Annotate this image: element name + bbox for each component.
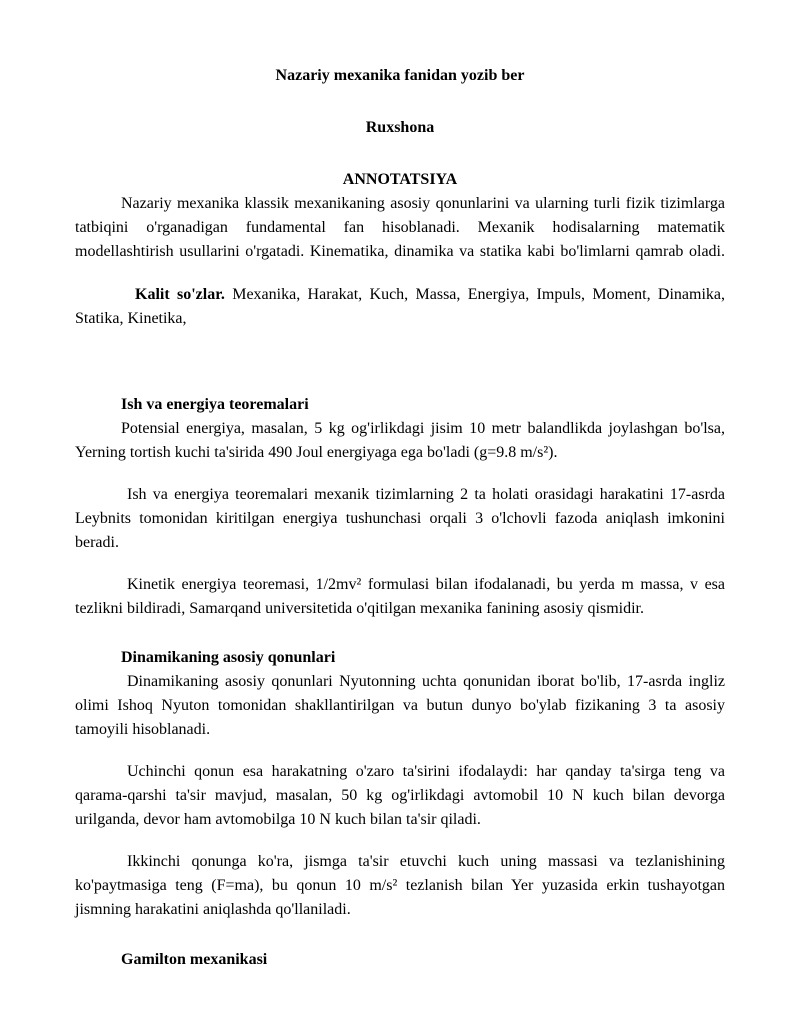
section-paragraph: Ish va energiya teoremalari mexanik tizimlarning 2 ta holati orasidagi harakatini 17-asrda Leybnits tomonidan kiritilgan energiya tushunchasi orqali 3 o'lchovli fazoda aniqlash imkonini beradi. [75, 486, 725, 551]
section-paragraph: Uchinchi qonun esa harakatning o'zaro ta'sirini ifodalaydi: har qanday ta'sirga teng va qarama-qarshi ta'sir mavjud, masalan, 50 kg og'irlikdagi avtomobil 10 N kuch bilan devorga urilganda, devor ham avtomobilga 10 N kuch bilan ta'sir qiladi. [75, 763, 725, 828]
section-heading-work-energy: Ish va energiya teoremalari [121, 396, 309, 413]
section-paragraph: Potensial energiya, masalan, 5 kg og'irlikdagi jisim 10 metr balandlikda joylashgan bo'lsa, Yerning tortish kuchi ta'sirida 490 Joul energiyaga ega bo'ladi (g=9.8 m/s²). [75, 420, 725, 461]
keywords-list: Mexanika, Harakat, Kuch, Massa, Energiya, Impuls, Moment, Dinamika, Statika, Kinetika, [75, 286, 726, 327]
keywords-label: Kalit so'zlar. [135, 286, 225, 303]
section-heading-dynamics: Dinamikaning asosiy qonunlari [121, 649, 336, 666]
document-title: Nazariy mexanika fanidan yozib ber [275, 67, 525, 84]
keywords-paragraph [75, 283, 725, 331]
section-paragraph: Dinamikaning asosiy qonunlari Nyutonning uchta qonunidan iborat bo'lib, 17-asrda ingliz olimi Ishoq Nyuton tomonidan shakllantirilgan va butun dunyo bo'ylab fizikaning 3 ta asosiy tamoyili hisoblanadi. [75, 673, 725, 738]
document-author: Ruxshona [365, 119, 435, 136]
annotation-paragraph: Nazariy mexanika klassik mexanikaning asosiy qonunlarini va ularning turli fizik tizimlarga tatbiqini o'rganadigan fundamental fan hisoblanadi. Mexanik hodisalarning matematik modellashtirish usullarini o'rgatadi. Kinematika, dinamika va statika kabi bo'limlarni qamrab oladi. [75, 195, 725, 260]
section-paragraph: Kinetik energiya teoremasi, 1/2mv² formulasi bilan ifodalanadi, bu yerda m massa, v esa tezlikni bildiradi, Samarqand universitetida o'qitilgan mexanika fanining asosiy qismidir. [75, 576, 725, 617]
section-paragraph: Ikkinchi qonunga ko'ra, jismga ta'sir etuvchi kuch uning massasi va tezlanishining ko'paytmasiga teng (F=ma), bu qonun 10 m/s² tezlanish bilan Yer yuzasida erkin tushayotgan jismning harakatini aniqlashda qo'llaniladi. [75, 853, 725, 918]
annotation-heading: ANNOTATSIYA [342, 171, 458, 188]
section-heading-hamilton: Gamilton mexanikasi [121, 951, 268, 968]
